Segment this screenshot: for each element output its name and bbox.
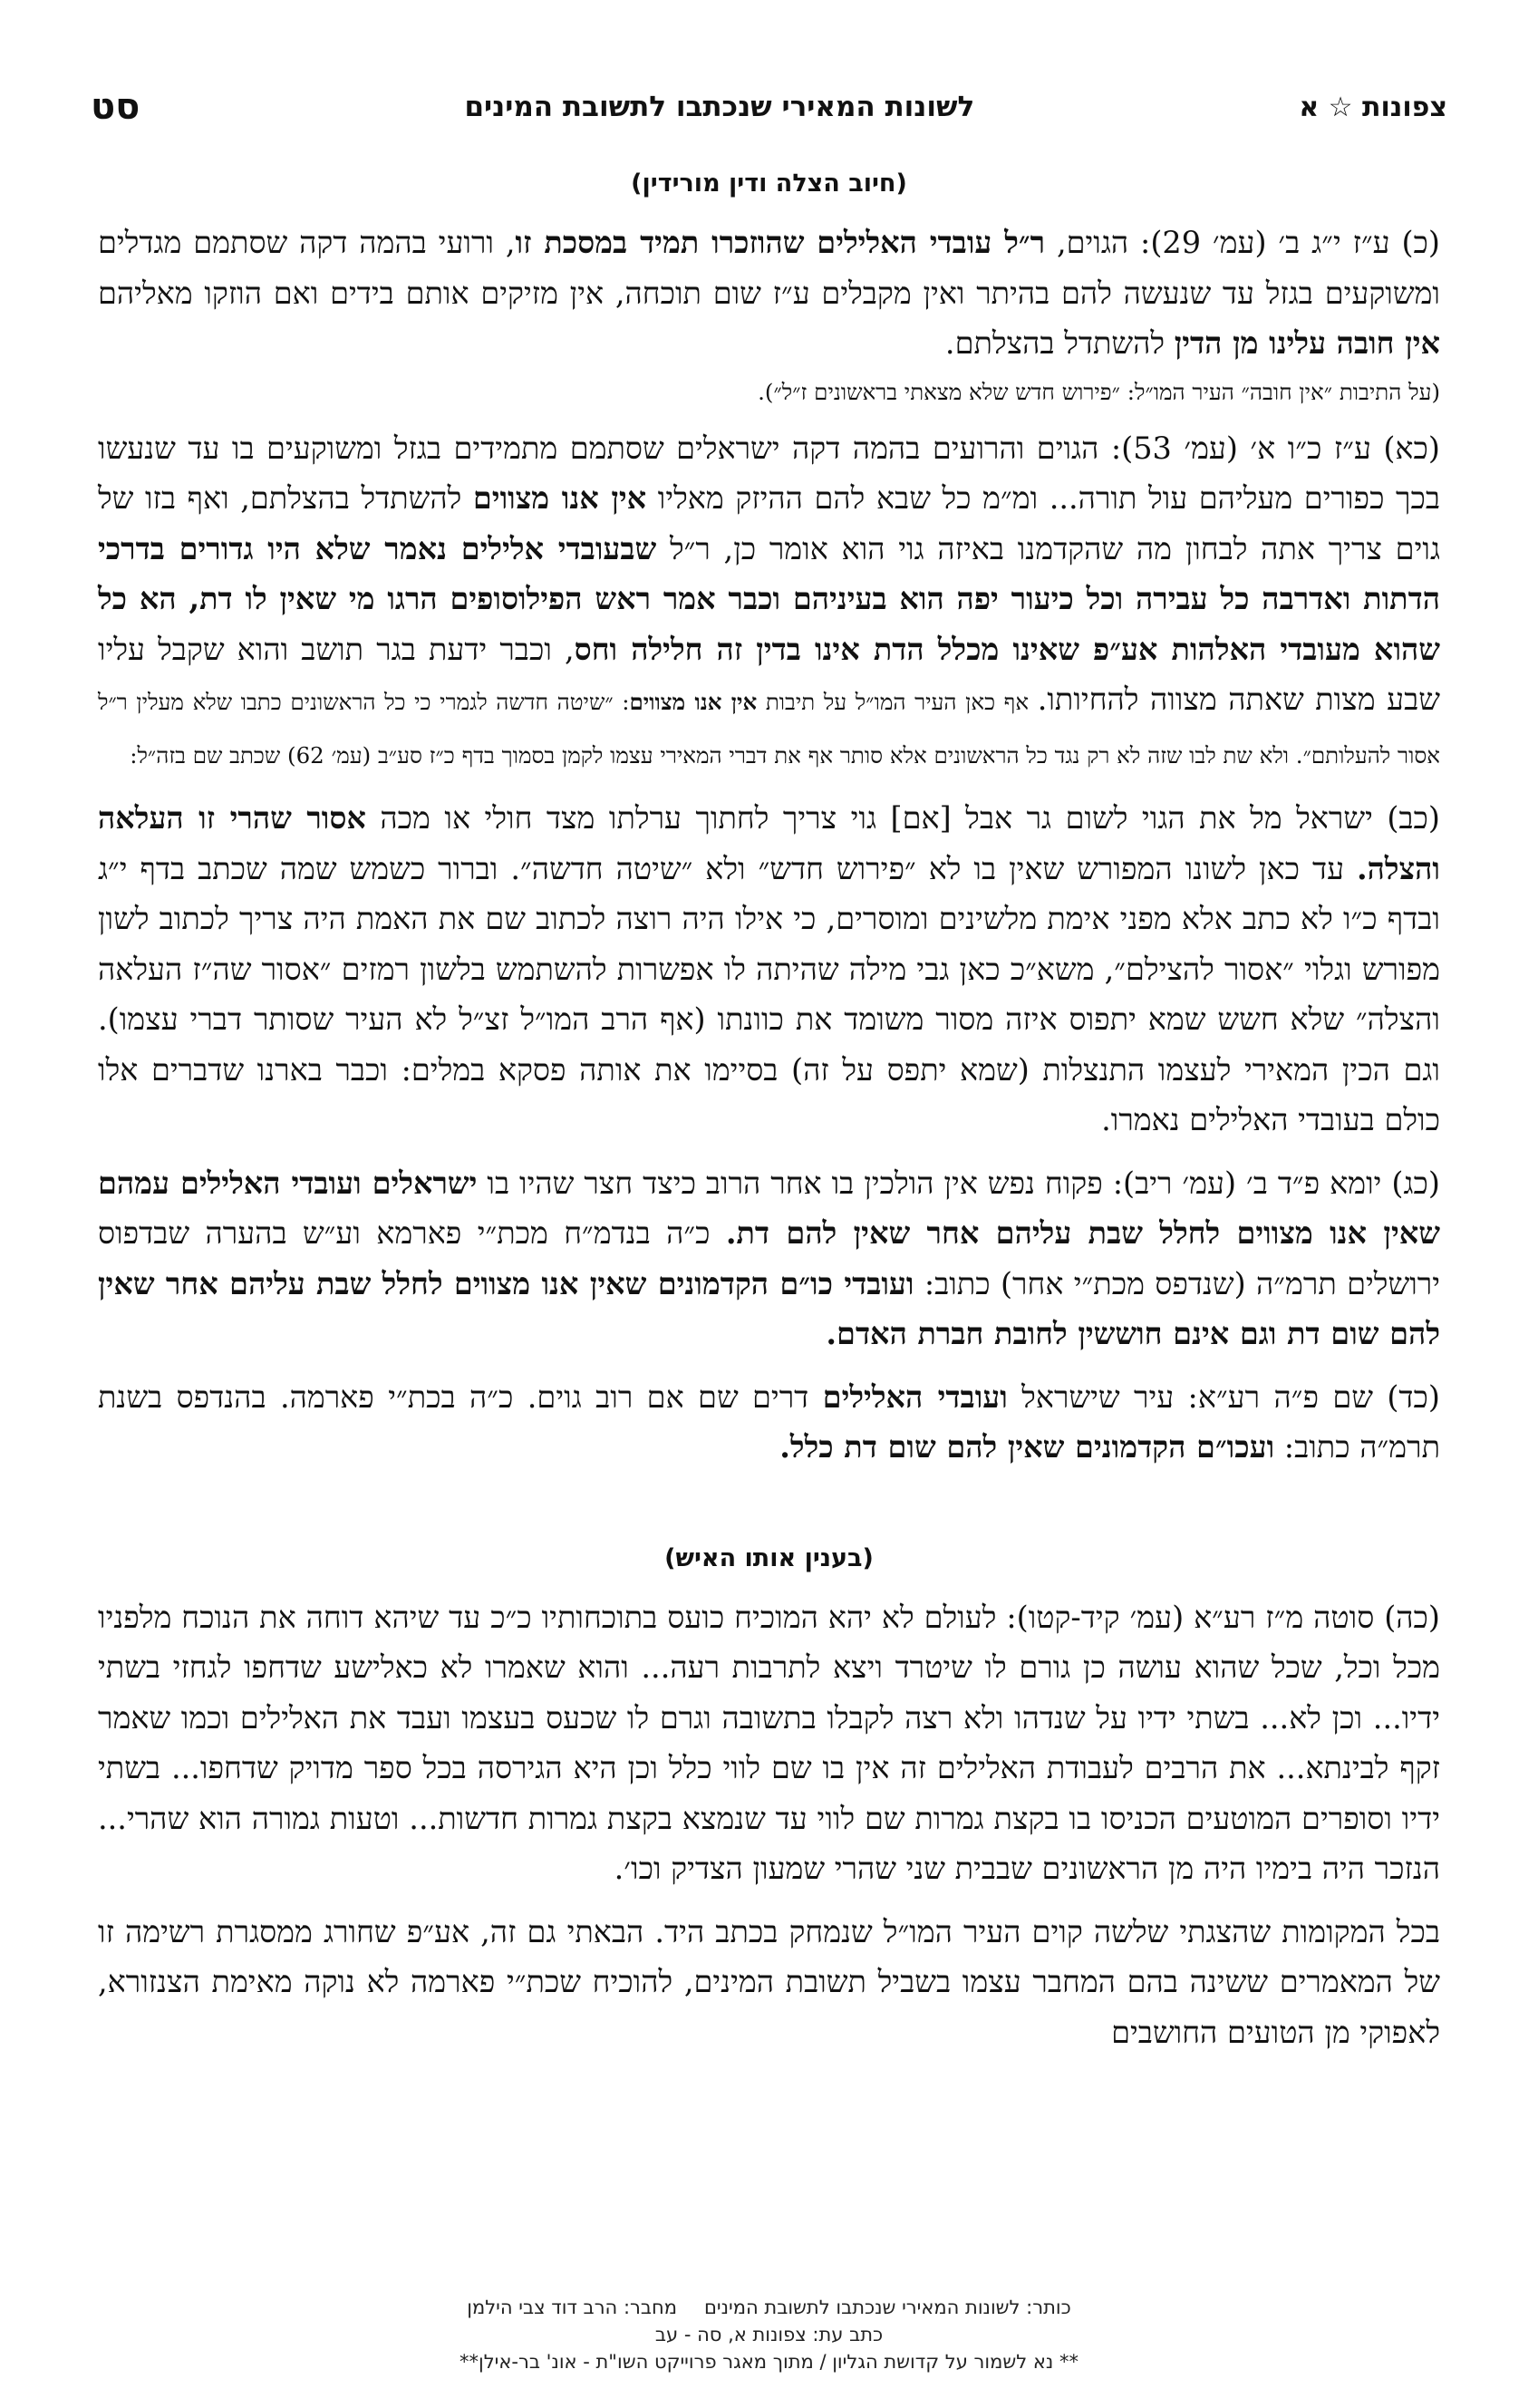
text-run: , וכבר ידעת בגר תושב והוא שקבל עליו שבע מצות שאתה מצווה להחיותו. <box>98 631 1440 717</box>
footer-line-3: ** נא לשמור על קדושת הגליון / מתוך מאגר פרוייקט השו"ת - אונ' בר-אילן** <box>459 2351 1079 2373</box>
text-run: (כד) שם פ״ה רע״א: עיר שישראל <box>1007 1378 1440 1415</box>
bold-run: ועובדי כו״ם הקדמונים שאין אנו מצווים לחלל שבת עליהם אחר שאין להם שום דת וגם אינם חוששין לחובת חברת האדם. <box>98 1265 1440 1351</box>
paragraph-23 <box>98 1158 1440 1359</box>
journal-name: צפונות ☆ א <box>1299 91 1447 123</box>
footer-line-2: כתב עת: צפונות א, סה - עב <box>654 2324 884 2345</box>
paragraph-20 <box>98 218 1440 369</box>
text-run: כ״ה בנדמ״ח מכת״י פארמא וע״ש בהערה שבדפוס ירושלים תרמ״ה (שנדפס מכת״י אחר) כתוב: <box>98 1215 1441 1301</box>
text-run: עד כאן לשונו המפורש שאין בו לא ״פירוש חדש״ ולא ״שיטה חדשה״. וברור כשמש שמה שכתב בדף י״ג ובדף כ״ו לא כתב אלא מפני אימת מלשינים ומוסרים, כי אילו היה רוצה לכתוב שם את האמת היה צריך לכתוב לשון מפורש וגלוי ״אסור להצילם״, משא״כ כאן גבי מילה שהיתה לו אפשרות להשתמש בלשון רמזים ״אסור שה״ז העלאה והצלה״ שלא חשש שמא יתפוס איזה מסור משומד את כוונתו (אף הרב המו״ל זצ״ל לא העיר שסותר דברי עצמו). וגם הכין המאירי לעצמו התנצלות (שמא יתפס על זה) בסיימו את אותה פסקא במלים: וכבר בארנו שדברים אלו כולם בעובדי האלילים נאמרו. <box>98 850 1440 1137</box>
bold-run: שבעובדי אלילים נאמר שלא היו גדורים בדרכי הדתות ואדרבה כל עבירה וכל כיעור יפה הוא בעיניהם וכבר אמר ראש הפילוסופים הרגו מי שאין לו דת, הא כל שהוא מעובדי האלהות אע״פ שאינו מכלל הדת אינו בדין זה חלילה וחס <box>98 530 1440 667</box>
text-run: דרים שם אם רוב גוים. כ״ה בכת״י פארמה. בהנדפס בשנת תרמ״ה כתוב: <box>98 1378 1440 1465</box>
text-run: (כב) ישראל מל את הגוי לשום גר אבל [אם] גוי צריך לחתוך ערלתו מצד חולי או מכה <box>365 800 1440 836</box>
footer-title: כותר: לשונות המאירי שנכתבו לתשובת המינים <box>704 2297 1071 2318</box>
note-run: אף כאן העיר המו״ל על תיבות <box>757 689 1038 715</box>
bold-run: אין אנו מצווים <box>472 480 647 516</box>
bold-run: ועכו״ם הקדמונים שאין להם שום דת כלל. <box>779 1429 1275 1465</box>
text-run: (כא) ע״ז כ״ו א׳ (עמ׳ 53): הגוים והרועים בהמה דקה ישראלים שסתמם מתמידים בגזל ומשוקעים בו עד שנעשו בכך כפורים מעליהם עול תורה... ומ״מ כל שבא להם ההיזק מאליו <box>98 430 1441 516</box>
text-run: להשתדל בהצלתם. <box>944 325 1175 361</box>
running-title: לשונות המאירי שנכתבו לתשובת המינים <box>464 91 975 123</box>
footer-author: מחבר: הרב דוד צבי הילמן <box>467 2297 677 2318</box>
text-run: (כג) יומא פ״ד ב׳ (עמ׳ ריב): פקוח נפש אין הולכין בו אחר הרוב כיצד חצר שהיו בו <box>477 1165 1440 1201</box>
bold-run: אין חובה עלינו מן הדין <box>1174 325 1440 361</box>
bold-run: אסור שהרי זו העלאה והצלה. <box>98 800 1440 886</box>
section-title: (חיוב הצלה ודין מורידין) <box>631 169 907 198</box>
note-run: : ״שיטה חדשה לגמרי כי כל הראשונים כתבו שלא מעלין ר״ל אסור להעלותם״. ולא שת לבו שזה לא רק נגד כל הראשונים אלא סותר אף את דברי המאירי עצמו לקמן בסמוך בדף כ״ז סע״ב (עמ׳ 62) שכתב שם בזה״ל: <box>98 689 1440 769</box>
note-bold-run: אין אנו מצווים <box>629 689 758 715</box>
text-run: בכל המקומות שהצגתי שלשה קוים העיר המו״ל שנמחק בכתב היד. הבאתי גם זה, אע״פ שחורג ממסגרת רשימה זו של המאמרים ששינה בהם המחבר עצמו בשביל תשובת המינים, להוכיח שכת״י פארמה לא נוקה מאימת הצנזורא, לאפוקי מן הטועים החושבים <box>98 1913 1440 2050</box>
section-title: (בענין אותו האיש) <box>664 1543 874 1572</box>
paragraph-26 <box>98 1907 1440 2058</box>
running-header <box>91 80 1447 134</box>
text-run: להשתדל בהצלתם, ואף בזו של גוים צריך אתה לבחון מה שהקדמנו באיזה גוי הוא אומר כן, ר״ל <box>98 480 1441 566</box>
page-body <box>98 152 1440 2070</box>
page-number: סט <box>91 86 140 128</box>
text-run: , ורועי בהמה דקה שסתמם מגדלים ומשוקעים בגזל עד שנעשה להם בהיתר ואין מקבלים ע״ז שום תוכחה, אין מזיקים אותם בידים ואם הוזקו מאליהם <box>98 225 1440 311</box>
text-run: (כ) ע״ז י״ג ב׳ (עמ׳ 29): הגוים, <box>1045 225 1441 260</box>
bold-run: ועובדי האלילים <box>822 1378 1008 1415</box>
paragraph-25 <box>98 1592 1440 1894</box>
bold-run: ר״ל עובדי האלילים שהוזכרו תמיד במסכת זו <box>515 225 1046 260</box>
editor-note: (על התיבות ״אין חובה״ העיר המו״ל: ״פירוש חדש שלא מצאתי בראשונים ז״ל״). <box>758 378 1440 405</box>
paragraph-21 <box>98 423 1440 781</box>
paragraph-22 <box>98 793 1440 1146</box>
text-run: (כה) סוטה מ״ז רע״א (עמ׳ קיד-קטו): לעולם לא יהא המוכיח כועס בתוכחותיו כ״כ עד שיהא דוחה את הנוכח מלפניו מכל וכל, שכל שהוא עושה כן גורם לו שיטרד ויצא לתרבות רעה... והוא שאמרו לא כאלישע שדחפו לגחזי בשתי ידיו... וכן לא... בשתי ידיו על שנדהו ולא רצה לקבלו בתשובה וגרם לו שכעס בעצמו ועבד את האלילים וכמו שאמר זקף לבינתא... את הרבים לעבודת האלילים זה אין בו שם לווי כלל וכן היא הגירסה בכל ספר מדויק שדחפו... בשתי ידיו וסופרים המוטעים הכניסו בו בקצת גמרות שם לווי עד שנמצא בקצת גמרות חדשות... וטעות גמורה הוא שהרי... הנזכר היה בימיו היה מן הראשונים שבבית שני שהרי שמעון הצדיק וכו׳. <box>98 1599 1440 1886</box>
footer-line-1 <box>0 2294 1538 2321</box>
bold-run: ישראלים ועובדי האלילים עמהם שאין אנו מצווים לחלל שבת עליהם אחר שאין להם דת. <box>98 1165 1440 1251</box>
paragraph-24 <box>98 1372 1440 1473</box>
citation-footer <box>0 2294 1538 2375</box>
